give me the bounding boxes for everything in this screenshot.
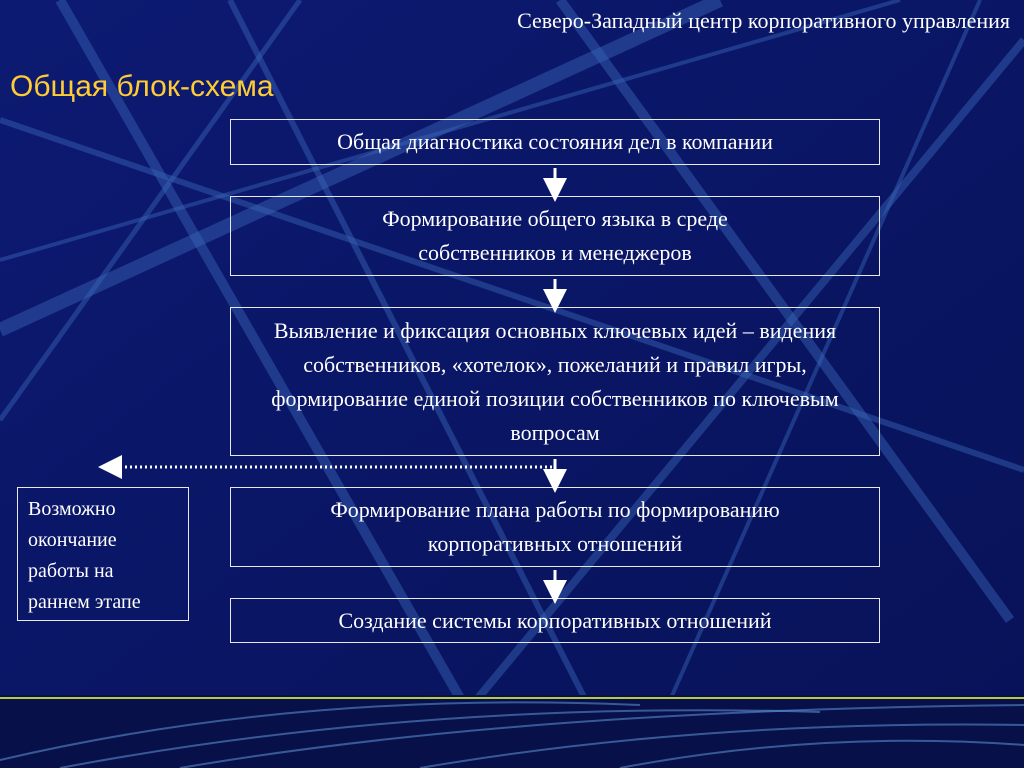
organization-title: Северо-Западный центр корпоративного управления [517,8,1010,33]
step-5-label: Создание системы корпоративных отношений [338,607,772,633]
slide-title: Общая блок-схема [10,70,274,103]
early-finish-label: Возможно окончание работы на раннем этапе [28,498,141,613]
step-1-label: Общая диагностика состояния дел в компании [337,129,773,154]
step-4-label: Формирование плана работы по формированию корпоративных отношений [330,497,780,556]
step-3-label: Выявление и фиксация основных ключевых идей – видения собственников, «хотелок», пожеланий и правил игры, формирование единой позиции собственников по ключевым вопросам [271,317,839,445]
step-2-label: Формирование общего языка в среде собственников и менеджеров [382,206,728,265]
